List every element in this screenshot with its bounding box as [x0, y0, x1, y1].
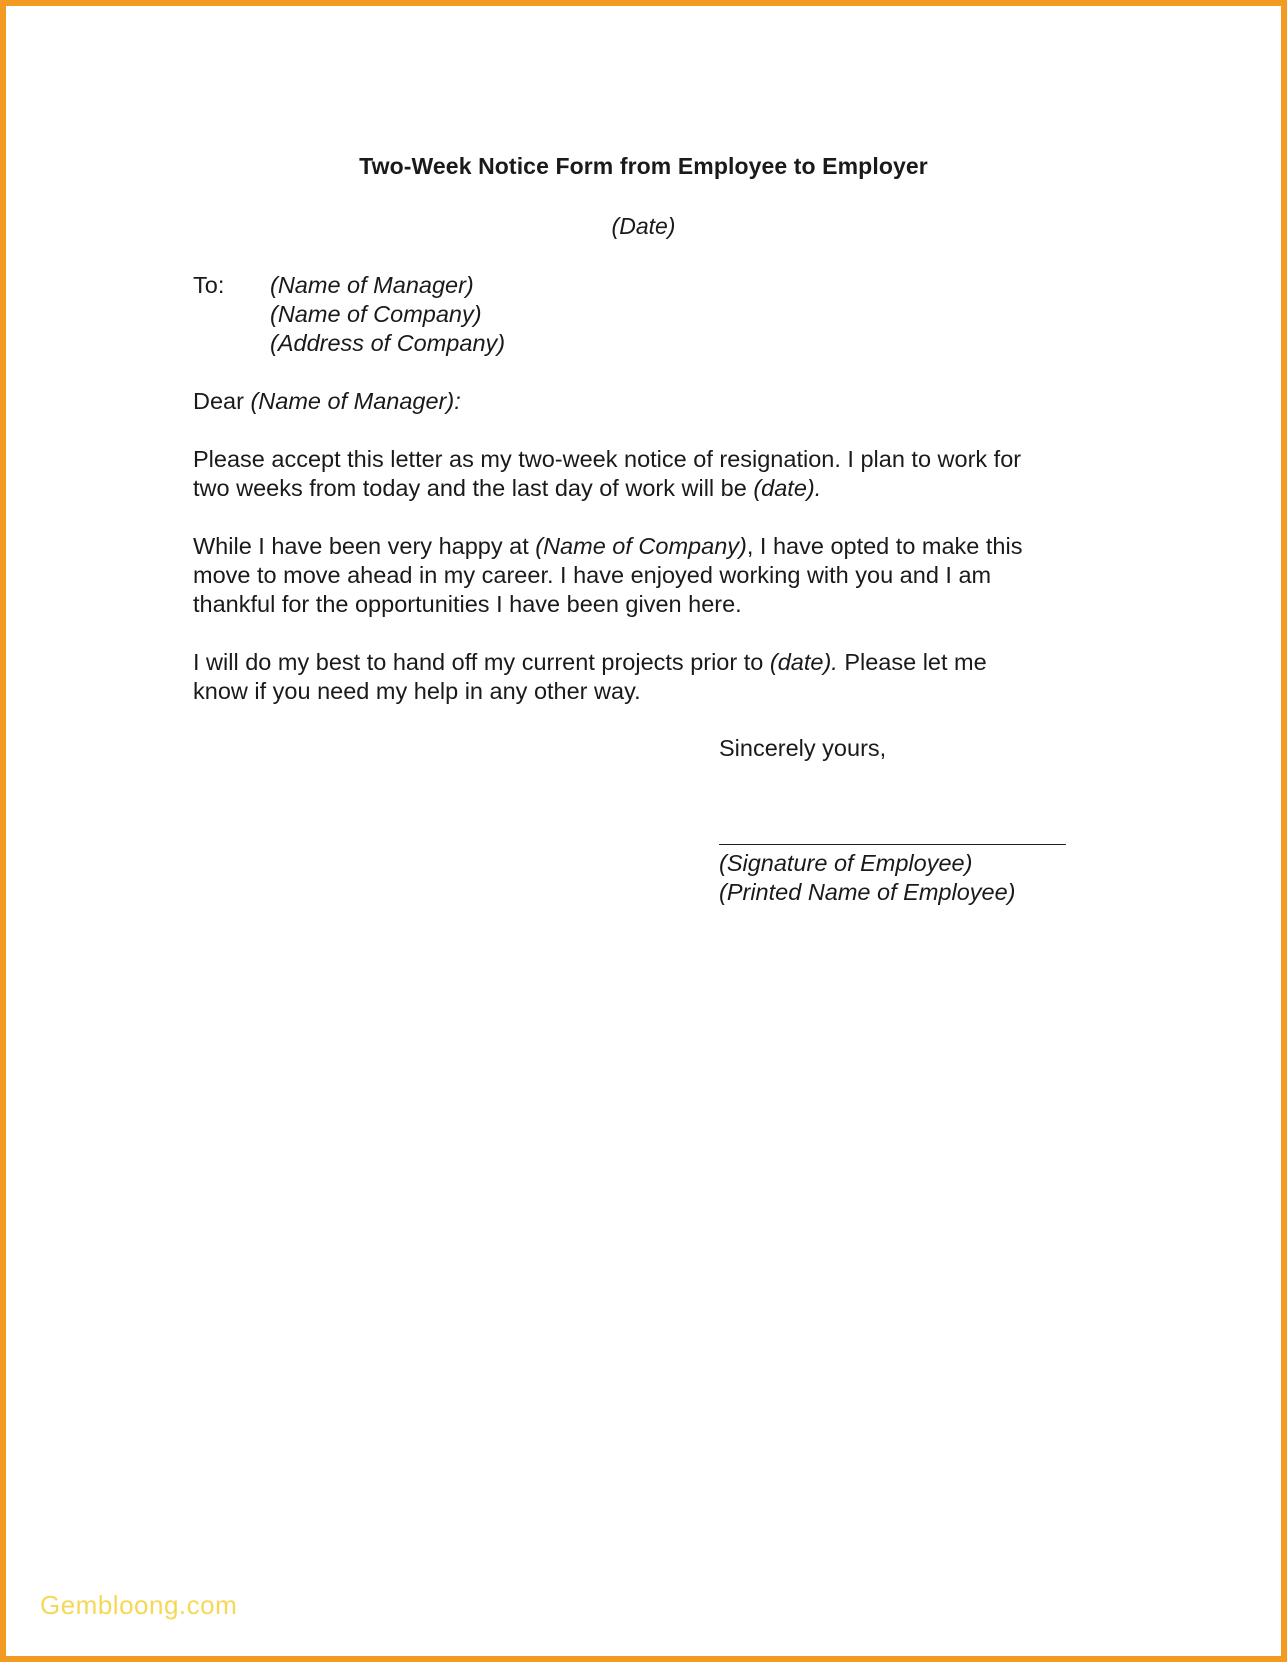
paragraph-1-line-1: Please accept this letter as my two-week notice of resignation. I plan to work for — [193, 446, 1022, 472]
printed-name-label: (Printed Name of Employee) — [719, 879, 1016, 905]
paragraph-3 — [193, 648, 987, 706]
paragraph-2-line-1-start: While I have been very happy at — [193, 533, 536, 559]
paragraph-2-line-1-end: , I have opted to make this — [746, 533, 1023, 559]
paragraph-2 — [193, 532, 1022, 619]
paragraph-3-line-2: know if you need my help in any other way. — [193, 678, 641, 704]
paragraph-2-line-3: thankful for the opportunities I have been given here. — [193, 591, 742, 617]
watermark: Gembloong.com — [40, 1590, 238, 1620]
company-placeholder: (Name of Company) — [535, 533, 747, 559]
to-label: To: — [193, 272, 225, 298]
paragraph-1-line-2-text: two weeks from today and the last day of work will be — [193, 475, 754, 501]
paragraph-3-line-1-end: Please let me — [837, 649, 987, 675]
signature-line — [719, 844, 1066, 845]
date-placeholder: (Date) — [611, 213, 676, 239]
signature-label: (Signature of Employee) — [719, 850, 973, 876]
recipient-manager: (Name of Manager) — [270, 272, 474, 298]
closing: Sincerely yours, — [719, 735, 887, 761]
recipient-company: (Name of Company) — [270, 301, 482, 327]
paragraph-3-line-1-start: I will do my best to hand off my current projects prior to — [193, 649, 770, 675]
paragraph-1-line-2 — [193, 474, 1021, 503]
recipient-address: (Address of Company) — [270, 330, 506, 356]
last-day-placeholder: (date). — [753, 475, 822, 501]
paragraph-3-line-1 — [193, 648, 987, 677]
handoff-date-placeholder: (date). — [769, 649, 838, 675]
paragraph-2-line-1 — [193, 532, 1022, 561]
salutation — [193, 387, 461, 416]
document-title: Two-Week Notice Form from Employee to Employer — [359, 153, 928, 179]
paragraph-1 — [193, 445, 1021, 503]
salutation-greeting: Dear — [193, 388, 251, 414]
salutation-name: (Name of Manager): — [250, 388, 461, 414]
paragraph-2-line-2: move to move ahead in my career. I have enjoyed working with you and I am — [193, 562, 992, 588]
